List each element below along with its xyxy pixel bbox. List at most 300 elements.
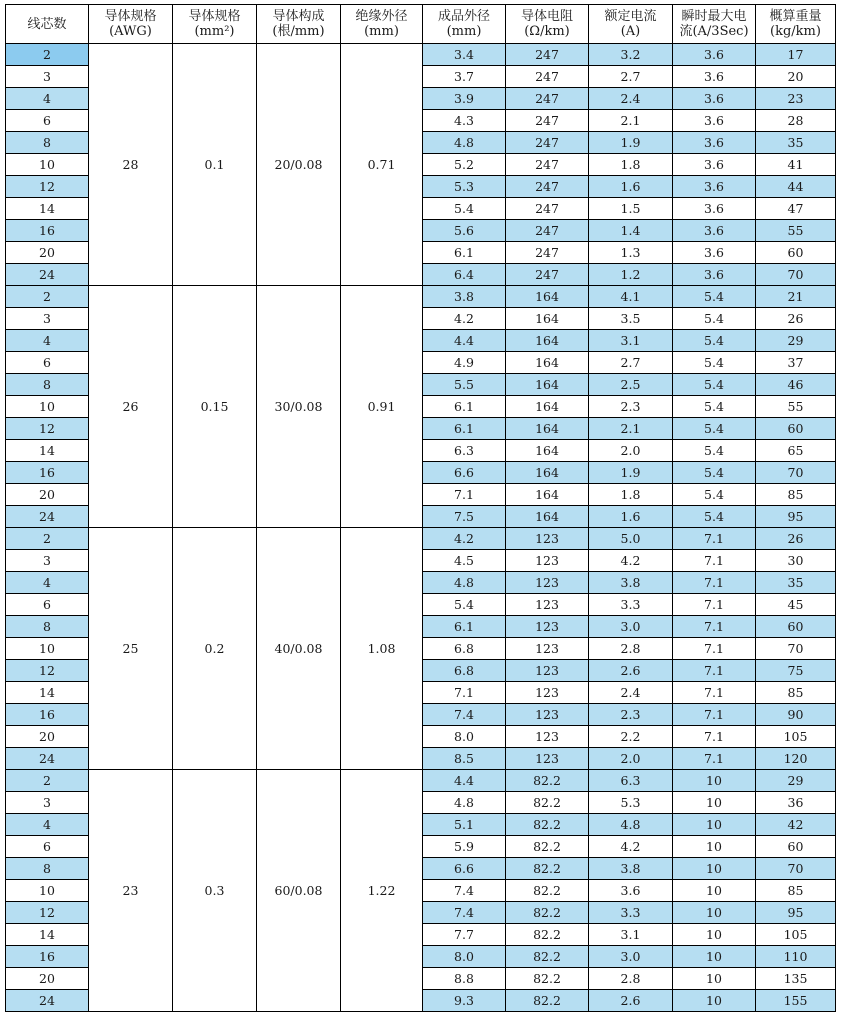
cell-resistance[interactable]: 123 [506, 594, 589, 616]
cell-outer-diameter[interactable]: 7.4 [423, 902, 506, 924]
cell-rated-current[interactable]: 4.2 [589, 550, 673, 572]
cell-weight[interactable]: 26 [756, 308, 836, 330]
cell-weight[interactable]: 17 [756, 44, 836, 66]
cell-cores[interactable]: 12 [6, 660, 89, 682]
cell-rated-current[interactable]: 4.2 [589, 836, 673, 858]
cell-rated-current[interactable]: 3.3 [589, 594, 673, 616]
header-line1: 瞬时最大电 [681, 9, 747, 24]
cell-cores[interactable]: 20 [6, 242, 89, 264]
cell-weight[interactable]: 29 [756, 330, 836, 352]
cell-outer-diameter[interactable]: 5.4 [423, 594, 506, 616]
cell-rated-current[interactable]: 1.8 [589, 484, 673, 506]
header-awg [89, 5, 173, 44]
cell-awg[interactable]: 25 [89, 528, 173, 770]
cell-outer-diameter[interactable]: 3.7 [423, 66, 506, 88]
cell-max-current[interactable]: 5.4 [673, 286, 756, 308]
cell-outer-diameter[interactable]: 8.8 [423, 968, 506, 990]
cell-resistance[interactable]: 164 [506, 418, 589, 440]
cell-max-current[interactable]: 10 [673, 836, 756, 858]
cell-rated-current[interactable]: 1.6 [589, 506, 673, 528]
cell-rated-current[interactable]: 3.1 [589, 330, 673, 352]
table-row [6, 286, 836, 308]
cell-max-current[interactable]: 7.1 [673, 682, 756, 704]
cell-rated-current[interactable]: 1.9 [589, 132, 673, 154]
cell-weight[interactable]: 85 [756, 880, 836, 902]
cell-resistance[interactable]: 164 [506, 374, 589, 396]
cell-outer-diameter[interactable]: 7.1 [423, 484, 506, 506]
cell-outer-diameter[interactable]: 4.2 [423, 528, 506, 550]
cell-max-current[interactable]: 10 [673, 902, 756, 924]
cell-weight[interactable]: 21 [756, 286, 836, 308]
cell-outer-diameter[interactable]: 5.4 [423, 198, 506, 220]
cell-resistance[interactable]: 247 [506, 220, 589, 242]
cell-resistance[interactable]: 123 [506, 726, 589, 748]
cell-weight[interactable]: 36 [756, 792, 836, 814]
cell-weight[interactable]: 44 [756, 176, 836, 198]
cell-max-current[interactable]: 5.4 [673, 330, 756, 352]
cell-rated-current[interactable]: 2.7 [589, 66, 673, 88]
cell-max-current[interactable]: 3.6 [673, 132, 756, 154]
cell-max-current[interactable]: 3.6 [673, 110, 756, 132]
cell-max-current[interactable]: 7.1 [673, 550, 756, 572]
cell-resistance[interactable]: 82.2 [506, 792, 589, 814]
cell-outer-diameter[interactable]: 4.9 [423, 352, 506, 374]
cell-weight[interactable]: 65 [756, 440, 836, 462]
cell-cores[interactable]: 8 [6, 858, 89, 880]
cell-outer-diameter[interactable]: 9.3 [423, 990, 506, 1012]
cell-rated-current[interactable]: 3.8 [589, 572, 673, 594]
cell-resistance[interactable]: 123 [506, 550, 589, 572]
cell-resistance[interactable]: 123 [506, 572, 589, 594]
cell-resistance[interactable]: 247 [506, 66, 589, 88]
cell-resistance[interactable]: 247 [506, 110, 589, 132]
cell-cores[interactable]: 4 [6, 330, 89, 352]
cell-max-current[interactable]: 10 [673, 814, 756, 836]
cell-max-current[interactable]: 10 [673, 858, 756, 880]
cell-rated-current[interactable]: 3.5 [589, 308, 673, 330]
cell-outer-diameter[interactable]: 5.6 [423, 220, 506, 242]
cell-rated-current[interactable]: 3.0 [589, 616, 673, 638]
cell-weight[interactable]: 70 [756, 462, 836, 484]
cell-rated-current[interactable]: 4.1 [589, 286, 673, 308]
cell-rated-current[interactable]: 2.2 [589, 726, 673, 748]
cell-max-current[interactable]: 7.1 [673, 572, 756, 594]
header-line2: (根/mm) [272, 24, 325, 39]
cell-resistance[interactable]: 247 [506, 154, 589, 176]
cell-resistance[interactable]: 164 [506, 308, 589, 330]
cell-outer-diameter[interactable]: 5.2 [423, 154, 506, 176]
cell-insulation-od[interactable]: 1.08 [341, 528, 423, 770]
cell-cores[interactable]: 20 [6, 726, 89, 748]
cell-max-current[interactable]: 7.1 [673, 748, 756, 770]
cell-cores[interactable]: 4 [6, 572, 89, 594]
cell-max-current[interactable]: 10 [673, 990, 756, 1012]
cell-cores[interactable]: 8 [6, 132, 89, 154]
cell-weight[interactable]: 155 [756, 990, 836, 1012]
cell-outer-diameter[interactable]: 4.8 [423, 132, 506, 154]
cell-outer-diameter[interactable]: 5.9 [423, 836, 506, 858]
cell-outer-diameter[interactable]: 3.4 [423, 44, 506, 66]
cell-insulation-od[interactable]: 1.22 [341, 770, 423, 1012]
cell-max-current[interactable]: 5.4 [673, 352, 756, 374]
cell-resistance[interactable]: 123 [506, 660, 589, 682]
cell-outer-diameter[interactable]: 4.8 [423, 572, 506, 594]
cell-resistance[interactable]: 247 [506, 198, 589, 220]
cell-outer-diameter[interactable]: 6.4 [423, 264, 506, 286]
cell-outer-diameter[interactable]: 5.3 [423, 176, 506, 198]
cell-outer-diameter[interactable]: 5.5 [423, 374, 506, 396]
cell-max-current[interactable]: 7.1 [673, 528, 756, 550]
cell-weight[interactable]: 20 [756, 66, 836, 88]
cell-rated-current[interactable]: 2.0 [589, 748, 673, 770]
cell-max-current[interactable]: 10 [673, 946, 756, 968]
cell-weight[interactable]: 45 [756, 594, 836, 616]
cell-rated-current[interactable]: 3.3 [589, 902, 673, 924]
cell-outer-diameter[interactable]: 4.4 [423, 330, 506, 352]
cell-max-current[interactable]: 7.1 [673, 616, 756, 638]
cell-rated-current[interactable]: 2.8 [589, 968, 673, 990]
header-line2: (mm) [446, 24, 482, 39]
cell-weight[interactable]: 70 [756, 638, 836, 660]
cell-outer-diameter[interactable]: 8.5 [423, 748, 506, 770]
cell-outer-diameter[interactable]: 6.8 [423, 660, 506, 682]
cell-outer-diameter[interactable]: 6.1 [423, 242, 506, 264]
cell-awg[interactable]: 26 [89, 286, 173, 528]
cell-weight[interactable]: 28 [756, 110, 836, 132]
cell-max-current[interactable]: 3.6 [673, 264, 756, 286]
cell-outer-diameter[interactable]: 4.5 [423, 550, 506, 572]
cell-rated-current[interactable]: 1.3 [589, 242, 673, 264]
cell-cores[interactable]: 16 [6, 462, 89, 484]
cell-weight[interactable]: 55 [756, 220, 836, 242]
cell-max-current[interactable]: 7.1 [673, 726, 756, 748]
cell-rated-current[interactable]: 5.3 [589, 792, 673, 814]
cell-max-current[interactable]: 3.6 [673, 176, 756, 198]
cell-weight[interactable]: 55 [756, 396, 836, 418]
header-line1: 导体电阻 [520, 9, 573, 24]
cell-rated-current[interactable]: 2.7 [589, 352, 673, 374]
cell-cores[interactable]: 3 [6, 66, 89, 88]
cell-resistance[interactable]: 123 [506, 704, 589, 726]
cell-max-current[interactable]: 7.1 [673, 638, 756, 660]
cell-cores[interactable]: 12 [6, 176, 89, 198]
cell-rated-current[interactable]: 3.8 [589, 858, 673, 880]
cell-max-current[interactable]: 3.6 [673, 154, 756, 176]
cell-weight[interactable]: 95 [756, 902, 836, 924]
cell-weight[interactable]: 120 [756, 748, 836, 770]
cell-rated-current[interactable]: 2.6 [589, 990, 673, 1012]
cell-weight[interactable]: 35 [756, 132, 836, 154]
cell-max-current[interactable]: 3.6 [673, 88, 756, 110]
cell-resistance[interactable]: 164 [506, 506, 589, 528]
cell-cores[interactable]: 3 [6, 792, 89, 814]
cell-resistance[interactable]: 82.2 [506, 880, 589, 902]
cell-outer-diameter[interactable]: 4.3 [423, 110, 506, 132]
cell-resistance[interactable]: 164 [506, 440, 589, 462]
cell-cores[interactable]: 10 [6, 396, 89, 418]
cell-resistance[interactable]: 164 [506, 484, 589, 506]
cell-rated-current[interactable]: 1.6 [589, 176, 673, 198]
cell-weight[interactable]: 105 [756, 924, 836, 946]
cell-max-current[interactable]: 10 [673, 924, 756, 946]
cell-max-current[interactable]: 10 [673, 792, 756, 814]
cell-construction[interactable]: 30/0.08 [257, 286, 341, 528]
cell-construction[interactable]: 40/0.08 [257, 528, 341, 770]
cell-resistance[interactable]: 82.2 [506, 902, 589, 924]
cell-max-current[interactable]: 3.6 [673, 198, 756, 220]
cell-max-current[interactable]: 10 [673, 770, 756, 792]
header-line2: (mm²) [194, 24, 235, 39]
cell-max-current[interactable]: 3.6 [673, 44, 756, 66]
header-line1: 成品外径 [437, 9, 490, 24]
cell-insulation-od[interactable]: 0.71 [341, 44, 423, 286]
cell-resistance[interactable]: 164 [506, 352, 589, 374]
cell-weight[interactable]: 75 [756, 660, 836, 682]
spec-table-container [5, 4, 836, 1012]
header-line1: 导体规格 [188, 9, 241, 24]
cell-weight[interactable]: 95 [756, 506, 836, 528]
cell-mm2[interactable]: 0.1 [173, 44, 257, 286]
cell-weight[interactable]: 42 [756, 814, 836, 836]
cell-resistance[interactable]: 247 [506, 132, 589, 154]
cell-resistance[interactable]: 247 [506, 44, 589, 66]
cell-mm2[interactable]: 0.3 [173, 770, 257, 1012]
cell-cores[interactable]: 24 [6, 748, 89, 770]
cell-rated-current[interactable]: 2.3 [589, 704, 673, 726]
cell-cores[interactable]: 8 [6, 616, 89, 638]
cell-resistance[interactable]: 82.2 [506, 968, 589, 990]
cell-cores[interactable]: 16 [6, 946, 89, 968]
cell-rated-current[interactable]: 2.0 [589, 440, 673, 462]
cell-resistance[interactable]: 82.2 [506, 836, 589, 858]
cell-outer-diameter[interactable]: 6.1 [423, 396, 506, 418]
cell-resistance[interactable]: 123 [506, 748, 589, 770]
cell-max-current[interactable]: 3.6 [673, 242, 756, 264]
cell-cores[interactable]: 4 [6, 814, 89, 836]
cell-resistance[interactable]: 164 [506, 462, 589, 484]
cell-outer-diameter[interactable]: 6.8 [423, 638, 506, 660]
cell-outer-diameter[interactable]: 7.4 [423, 880, 506, 902]
cell-cores[interactable]: 16 [6, 704, 89, 726]
cell-resistance[interactable]: 82.2 [506, 814, 589, 836]
cell-cores[interactable]: 24 [6, 506, 89, 528]
cell-cores[interactable]: 12 [6, 902, 89, 924]
cell-cores[interactable]: 12 [6, 418, 89, 440]
cell-outer-diameter[interactable]: 3.8 [423, 286, 506, 308]
header-line2: 流(A/3Sec) [679, 24, 749, 39]
cell-outer-diameter[interactable]: 6.6 [423, 462, 506, 484]
cell-resistance[interactable]: 123 [506, 638, 589, 660]
cell-max-current[interactable]: 5.4 [673, 440, 756, 462]
cell-outer-diameter[interactable]: 4.8 [423, 792, 506, 814]
cell-cores[interactable]: 24 [6, 990, 89, 1012]
table-row [6, 528, 836, 550]
cell-weight[interactable]: 60 [756, 836, 836, 858]
cell-weight[interactable]: 60 [756, 616, 836, 638]
cell-max-current[interactable]: 5.4 [673, 374, 756, 396]
cell-weight[interactable]: 41 [756, 154, 836, 176]
cell-resistance[interactable]: 82.2 [506, 924, 589, 946]
cell-outer-diameter[interactable]: 3.9 [423, 88, 506, 110]
cell-resistance[interactable]: 247 [506, 242, 589, 264]
cell-weight[interactable]: 60 [756, 418, 836, 440]
cell-weight[interactable]: 110 [756, 946, 836, 968]
cell-max-current[interactable]: 5.4 [673, 484, 756, 506]
cell-cores[interactable]: 6 [6, 836, 89, 858]
cell-weight[interactable]: 46 [756, 374, 836, 396]
cell-weight[interactable]: 29 [756, 770, 836, 792]
cell-outer-diameter[interactable]: 7.4 [423, 704, 506, 726]
cell-rated-current[interactable]: 5.0 [589, 528, 673, 550]
cell-resistance[interactable]: 123 [506, 616, 589, 638]
header-current [589, 5, 673, 44]
cell-max-current[interactable]: 5.4 [673, 308, 756, 330]
cell-weight[interactable]: 47 [756, 198, 836, 220]
cell-outer-diameter[interactable]: 5.1 [423, 814, 506, 836]
cell-cores[interactable]: 10 [6, 638, 89, 660]
cell-resistance[interactable]: 82.2 [506, 990, 589, 1012]
cell-weight[interactable]: 105 [756, 726, 836, 748]
cell-rated-current[interactable]: 1.9 [589, 462, 673, 484]
cell-rated-current[interactable]: 2.1 [589, 418, 673, 440]
cell-weight[interactable]: 30 [756, 550, 836, 572]
cell-cores[interactable]: 14 [6, 198, 89, 220]
cell-resistance[interactable]: 164 [506, 286, 589, 308]
cell-resistance[interactable]: 82.2 [506, 770, 589, 792]
cell-insulation-od[interactable]: 0.91 [341, 286, 423, 528]
cell-resistance[interactable]: 82.2 [506, 858, 589, 880]
cell-resistance[interactable]: 247 [506, 264, 589, 286]
cell-outer-diameter[interactable]: 7.5 [423, 506, 506, 528]
cell-outer-diameter[interactable]: 7.7 [423, 924, 506, 946]
cell-cores[interactable]: 2 [6, 770, 89, 792]
cell-rated-current[interactable]: 3.6 [589, 880, 673, 902]
cell-cores[interactable]: 8 [6, 374, 89, 396]
cell-cores[interactable]: 4 [6, 88, 89, 110]
cell-rated-current[interactable]: 2.8 [589, 638, 673, 660]
cell-weight[interactable]: 23 [756, 88, 836, 110]
cell-outer-diameter[interactable]: 6.1 [423, 418, 506, 440]
cell-rated-current[interactable]: 3.2 [589, 44, 673, 66]
cell-max-current[interactable]: 5.4 [673, 418, 756, 440]
cell-max-current[interactable]: 5.4 [673, 396, 756, 418]
cell-outer-diameter[interactable]: 8.0 [423, 946, 506, 968]
header-line2: (Ω/km) [524, 24, 570, 39]
cell-rated-current[interactable]: 2.4 [589, 682, 673, 704]
cell-outer-diameter[interactable]: 8.0 [423, 726, 506, 748]
cell-rated-current[interactable]: 1.2 [589, 264, 673, 286]
cell-weight[interactable]: 135 [756, 968, 836, 990]
cell-cores[interactable]: 14 [6, 682, 89, 704]
cell-weight[interactable]: 85 [756, 484, 836, 506]
table-header [6, 5, 836, 44]
header-line1: 导体规格 [104, 9, 157, 24]
cell-cores[interactable]: 3 [6, 308, 89, 330]
cell-rated-current[interactable]: 2.6 [589, 660, 673, 682]
cell-rated-current[interactable]: 1.8 [589, 154, 673, 176]
cell-rated-current[interactable]: 4.8 [589, 814, 673, 836]
cell-outer-diameter[interactable]: 4.4 [423, 770, 506, 792]
cell-cores[interactable]: 10 [6, 880, 89, 902]
cell-rated-current[interactable]: 3.0 [589, 946, 673, 968]
cell-rated-current[interactable]: 1.4 [589, 220, 673, 242]
cell-weight[interactable]: 60 [756, 242, 836, 264]
cell-resistance[interactable]: 247 [506, 176, 589, 198]
cell-cores[interactable]: 20 [6, 484, 89, 506]
cell-rated-current[interactable]: 6.3 [589, 770, 673, 792]
cell-rated-current[interactable]: 2.1 [589, 110, 673, 132]
cell-cores[interactable]: 2 [6, 44, 89, 66]
cell-rated-current[interactable]: 1.5 [589, 198, 673, 220]
cell-max-current[interactable]: 3.6 [673, 66, 756, 88]
cell-weight[interactable]: 85 [756, 682, 836, 704]
cell-weight[interactable]: 37 [756, 352, 836, 374]
cell-cores[interactable]: 2 [6, 528, 89, 550]
cell-max-current[interactable]: 3.6 [673, 220, 756, 242]
cell-construction[interactable]: 60/0.08 [257, 770, 341, 1012]
cell-cores[interactable]: 10 [6, 154, 89, 176]
header-od [423, 5, 506, 44]
cell-max-current[interactable]: 7.1 [673, 704, 756, 726]
cell-cores[interactable]: 20 [6, 968, 89, 990]
cell-cores[interactable]: 14 [6, 440, 89, 462]
cell-rated-current[interactable]: 3.1 [589, 924, 673, 946]
cell-max-current[interactable]: 10 [673, 880, 756, 902]
cell-outer-diameter[interactable]: 6.1 [423, 616, 506, 638]
cell-cores[interactable]: 6 [6, 594, 89, 616]
cell-max-current[interactable]: 7.1 [673, 660, 756, 682]
cell-weight[interactable]: 90 [756, 704, 836, 726]
cell-weight[interactable]: 26 [756, 528, 836, 550]
cell-resistance[interactable]: 123 [506, 682, 589, 704]
cell-awg[interactable]: 28 [89, 44, 173, 286]
cell-resistance[interactable]: 164 [506, 330, 589, 352]
cell-resistance[interactable]: 82.2 [506, 946, 589, 968]
cell-max-current[interactable]: 5.4 [673, 462, 756, 484]
cell-resistance[interactable]: 164 [506, 396, 589, 418]
cell-outer-diameter[interactable]: 4.2 [423, 308, 506, 330]
header-construction [257, 5, 341, 44]
cell-weight[interactable]: 70 [756, 264, 836, 286]
cell-cores[interactable]: 6 [6, 352, 89, 374]
cell-construction[interactable]: 20/0.08 [257, 44, 341, 286]
cell-cores[interactable]: 24 [6, 264, 89, 286]
cell-resistance[interactable]: 123 [506, 528, 589, 550]
cell-resistance[interactable]: 247 [506, 88, 589, 110]
cell-awg[interactable]: 23 [89, 770, 173, 1012]
cell-weight[interactable]: 35 [756, 572, 836, 594]
cell-mm2[interactable]: 0.15 [173, 286, 257, 528]
cell-outer-diameter[interactable]: 6.3 [423, 440, 506, 462]
cell-weight[interactable]: 70 [756, 858, 836, 880]
cell-mm2[interactable]: 0.2 [173, 528, 257, 770]
cell-rated-current[interactable]: 2.4 [589, 88, 673, 110]
header-insulation-od [341, 5, 423, 44]
cell-max-current[interactable]: 10 [673, 968, 756, 990]
cable-spec-table [5, 4, 836, 1012]
cell-outer-diameter[interactable]: 7.1 [423, 682, 506, 704]
cell-outer-diameter[interactable]: 6.6 [423, 858, 506, 880]
cell-cores[interactable]: 3 [6, 550, 89, 572]
cell-max-current[interactable]: 5.4 [673, 506, 756, 528]
cell-rated-current[interactable]: 2.3 [589, 396, 673, 418]
cell-cores[interactable]: 14 [6, 924, 89, 946]
cell-cores[interactable]: 16 [6, 220, 89, 242]
cell-max-current[interactable]: 7.1 [673, 594, 756, 616]
cell-cores[interactable]: 2 [6, 286, 89, 308]
cell-cores[interactable]: 6 [6, 110, 89, 132]
cell-rated-current[interactable]: 2.5 [589, 374, 673, 396]
